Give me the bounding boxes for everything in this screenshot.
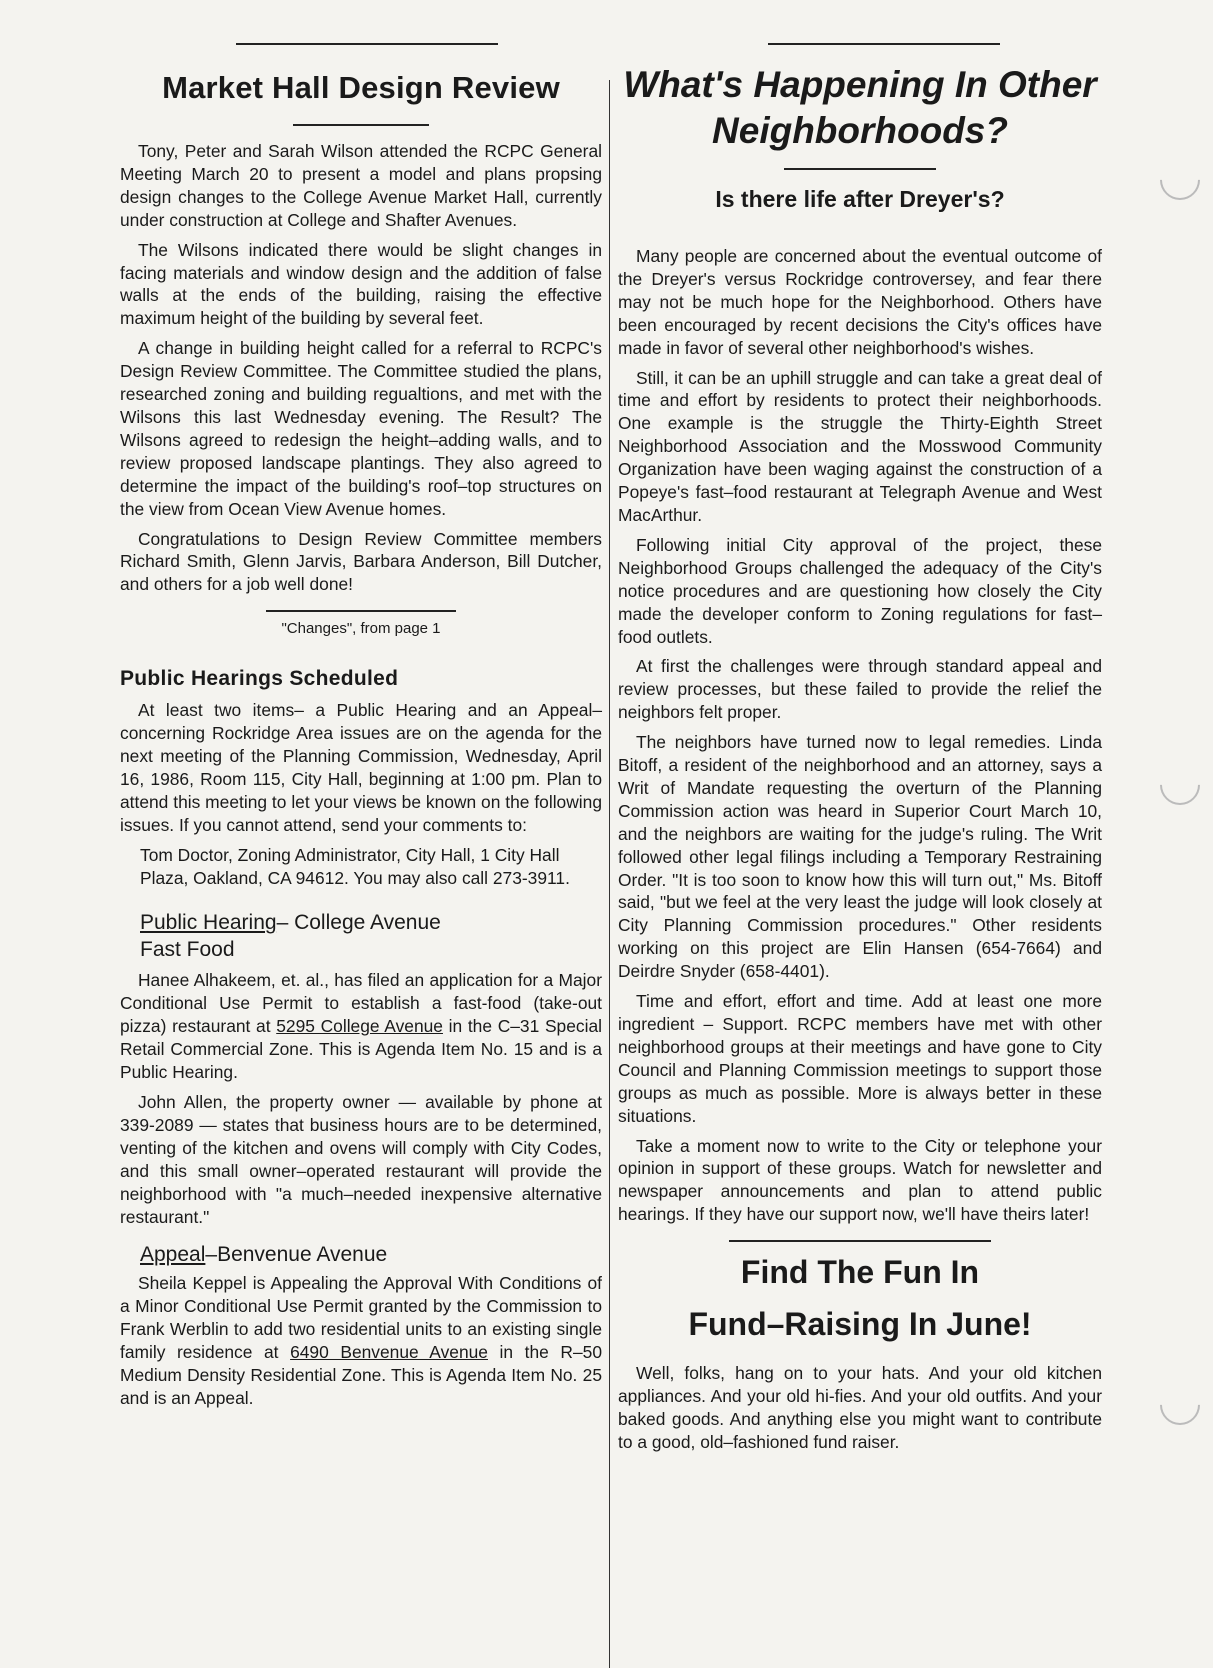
continued-note: "Changes", from page 1 (281, 620, 441, 638)
fund-raising-title: Find The Fun In Fund–Raising In June! (688, 1254, 1032, 1343)
binder-hole (1152, 757, 1209, 814)
neighborhoods-paragraph: Take a moment now to write to the City or telephone your opinion in support of these groups. Watch for newsletter and newspaper announcements and plan to attend public hearings. If they have our support now, we'll have theirs later! (618, 1135, 1102, 1225)
column-divider (609, 80, 610, 1668)
appeal-paragraph: Sheila Keppel is Appealing the Approval With Conditions of a Minor Conditional Use Permit granted by the Commission to Frank Werblin to add two residential units to an existing single family residence at 6490 Benvenue Avenue in the R–50 Medium Density Residential Zone. This is Agenda Item No. 25 and is an Appeal. (120, 1273, 602, 1408)
hearings-title: Public Hearings Scheduled (120, 667, 399, 691)
dreyers-subtitle: Is there life after Dreyer's? (715, 186, 1005, 212)
neighborhoods-paragraph: The neighbors have turned now to legal remedies. Linda Bitoff, a resident of the neighborhood and an attorney, says a Writ of Mandate requesting the overturn of the Planning Commission action was heard in Superior Court March 10, and the neighbors are waiting for the judge's ruling. The Writ followed other legal filings including a Temporary Restraining Order. "It is too soon to know how this will turn out," Ms. Bitoff said, "but we feel at the very least the judge will look closely at City Planning Commission procedures." Other residents working on this project are Elin Hansen (654-7664) and Deirdre Snyder (658-4401). (618, 732, 1102, 982)
public-hearing-heading: Public Hearing– College Avenue Fast Food (140, 911, 441, 962)
market-hall-paragraph: Tony, Peter and Sarah Wilson attended the RCPC General Meeting March 20 to present a model and plans propsing design changes to the College Avenue Market Hall, currently under construction at College and Shafter Avenues. (120, 141, 602, 230)
public-hearing-paragraph: Hanee Alhakeem, et. al., has filed an application for a Major Conditional Use Permit to establish a fast-food (take-out pizza) restaurant at 5295 College Avenue in the C–31 Special Retail Commercial Zone. This is Agenda Item No. 15 and is a Public Hearing. (120, 970, 602, 1083)
neighborhoods-paragraph: Following initial City approval of the project, these Neighborhood Groups challenged the adequacy of the City's notice procedures and are questioning how closely the City made the developer conform to Zoning regulations for fast–food outlets. (618, 534, 1102, 647)
left-column (120, 0, 602, 1417)
market-hall-paragraph: The Wilsons indicated there would be slight changes in facing materials and window design and the addition of false walls at the ends of the building, raising the effective maximum height of the building by several feet. (120, 239, 602, 329)
fund-raising-paragraph: Well, folks, hang on to your hats. And your old kitchen appliances. And your old hi-fies. And your old outfits. And your baked goods. And anything else you might want to contribute to a good, old–fashioned fund raiser. (618, 1363, 1102, 1452)
binder-hole (1152, 152, 1209, 209)
binder-hole (1152, 1377, 1209, 1434)
neighborhoods-paragraph: Time and effort, effort and time. Add at least one more ingredient – Support. RCPC members have met with other neighborhood groups at their meetings and have gone to City Council and Planning Commission meetings to support those groups as much as possible. More is always better in these situations. (618, 991, 1102, 1126)
market-hall-paragraph: Congratulations to Design Review Committee members Richard Smith, Glenn Jarvis, Barbara Anderson, Bill Dutcher, and others for a job well done! (120, 528, 602, 595)
market-hall-paragraph: A change in building height called for a referral to RCPC's Design Review Committee. The Committee studied the plans, researched zoning and building regualtions, and met with the Wilsons this last Wednesday evening. The Result? The Wilsons agreed to redesign the height–adding walls, and to review proposed landscape plantings. They also agreed to determine the impact of the building's roof–top structures on the view from Ocean View Avenue homes. (120, 338, 602, 519)
appeal-heading: Appeal–Benvenue Avenue (140, 1243, 388, 1267)
public-hearing-paragraph: John Allen, the property owner — available by phone at 339-2089 — states that business hours are to be determined, venting of the kitchen and ovens will comply with City Codes, and this small owner–operated restaurant will provide the neighborhood with "a much–needed inexpensive alternative restaurant." (120, 1092, 602, 1227)
neighborhoods-paragraph: Still, it can be an uphill struggle and can take a great deal of time and effort by residents to protect their neighborhoods. One example is the struggle the Thirty-Eighth Street Neighborhood Association and the Mosswood Community Organization have been waging against the construction of a Popeye's fast–food restaurant at Telegraph Avenue and West MacArthur. (618, 367, 1102, 525)
hearings-intro: At least two items– a Public Hearing and an Appeal– concerning Rockridge Area issues are on the agenda for the next meeting of the Planning Commission, Wednesday, April 16, 1986, Room 115, City Hall, beginning at 1:00 pm. Plan to attend this meeting to let your views be known on the following issues. If you cannot attend, send your comments to: (120, 700, 602, 835)
neighborhoods-paragraph: At first the challenges were through standard appeal and review processes, but these failed to provide the relief the neighbors felt proper. (618, 656, 1102, 723)
right-column (618, 0, 1102, 1461)
market-hall-title: Market Hall Design Review (162, 70, 560, 105)
neighborhoods-paragraph: Many people are concerned about the eventual outcome of the Dreyer's versus Rockridge controversey, and fear there may not be much hope for the Neighborhood. Others have been encouraged by recent decisions the City's offices have made in favor of several other neighborhood's wishes. (618, 246, 1102, 358)
neighborhoods-title: What's Happening In Other Neighborhoods? (623, 64, 1097, 151)
contact-address: Tom Doctor, Zoning Administrator, City Hall, 1 City Hall Plaza, Oakland, CA 94612. You may also call 273-3911. (140, 844, 570, 888)
